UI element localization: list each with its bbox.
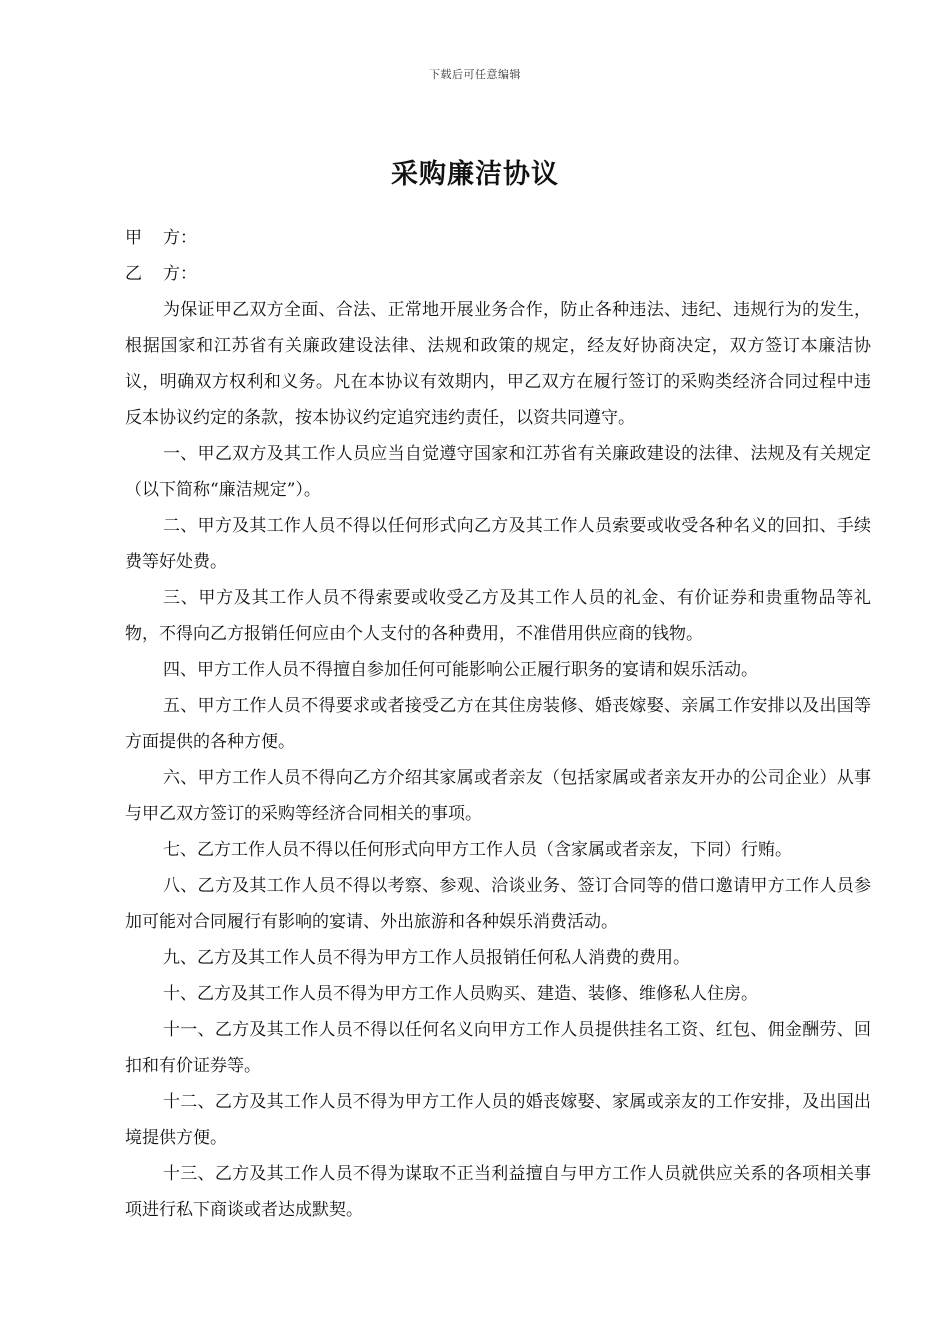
document-body xyxy=(125,220,871,1228)
clause-10: 十、乙方及其工作人员不得为甲方工作人员购买、建造、装修、维修私人住房。 xyxy=(163,984,758,1004)
party-b-suffix: 方： xyxy=(163,264,197,284)
clause-1: 一、甲乙双方及其工作人员应当自觉遵守国家和江苏省有关廉政建设的法律、法规及有关规定（以下简称“廉洁规定”）。 xyxy=(125,444,871,500)
party-b-line xyxy=(125,256,871,292)
clause-13: 十三、乙方及其工作人员不得为谋取不正当利益擅自与甲方工作人员就供应关系的各项相关事项进行私下商谈或者达成默契。 xyxy=(125,1164,871,1220)
clause-12: 十二、乙方及其工作人员不得为甲方工作人员的婚丧嫁娶、家属或亲友的工作安排，及出国出境提供方便。 xyxy=(125,1092,871,1148)
clause-4: 四、甲方工作人员不得擅自参加任何可能影响公正履行职务的宴请和娱乐活动。 xyxy=(163,660,758,680)
clause-9: 九、乙方及其工作人员不得为甲方工作人员报销任何私人消费的费用。 xyxy=(163,948,690,968)
document-title: 采购廉洁协议 xyxy=(391,159,559,190)
party-a-line xyxy=(125,220,871,256)
clause-5: 五、甲方工作人员不得要求或者接受乙方在其住房装修、婚丧嫁娶、亲属工作安排以及出国等方面提供的各种方便。 xyxy=(125,696,871,752)
clause-11: 十一、乙方及其工作人员不得以任何名义向甲方工作人员提供挂名工资、红包、佣金酬劳、回扣和有价证券等。 xyxy=(125,1020,871,1076)
header-note: 下载后可任意编辑 xyxy=(429,68,521,81)
party-b-label: 乙 xyxy=(125,264,142,284)
clause-6: 六、甲方工作人员不得向乙方介绍其家属或者亲友（包括家属或者亲友开办的公司企业）从事与甲乙双方签订的采购等经济合同相关的事项。 xyxy=(125,768,871,824)
clause-3: 三、甲方及其工作人员不得索要或收受乙方及其工作人员的礼金、有价证券和贵重物品等礼物，不得向乙方报销任何应由个人支付的各种费用，不准借用供应商的钱物。 xyxy=(125,588,871,644)
party-a-label: 甲 xyxy=(125,228,142,248)
party-a-suffix: 方： xyxy=(163,228,197,248)
clause-2: 二、甲方及其工作人员不得以任何形式向乙方及其工作人员索要或收受各种名义的回扣、手续费等好处费。 xyxy=(125,516,871,572)
clause-7: 七、乙方工作人员不得以任何形式向甲方工作人员（含家属或者亲友，下同）行贿。 xyxy=(163,840,792,860)
preamble-paragraph: 为保证甲乙双方全面、合法、正常地开展业务合作，防止各种违法、违纪、违规行为的发生，根据国家和江苏省有关廉政建设法律、法规和政策的规定，经友好协商决定，双方签订本廉洁协议，明确双方权利和义务。凡在本协议有效期内，甲乙双方在履行签订的采购类经济合同过程中违反本协议约定的条款，按本协议约定追究违约责任，以资共同遵守。 xyxy=(125,300,871,428)
clause-8: 八、乙方及其工作人员不得以考察、参观、洽谈业务、签订合同等的借口邀请甲方工作人员参加可能对合同履行有影响的宴请、外出旅游和各种娱乐消费活动。 xyxy=(125,876,871,932)
